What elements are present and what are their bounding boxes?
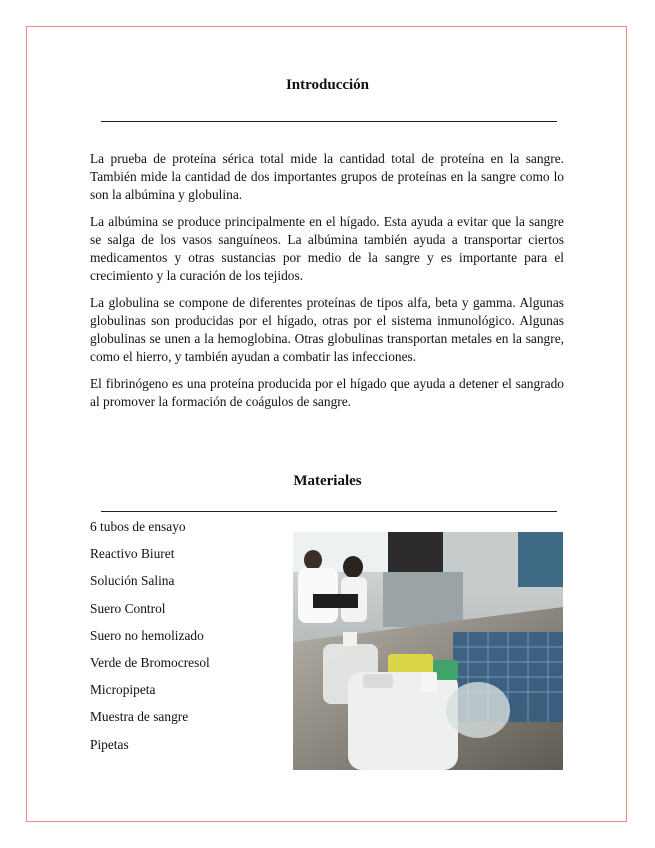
lab-photo xyxy=(293,532,563,770)
material-item: Suero no hemolizado xyxy=(90,627,204,643)
introduction-body xyxy=(90,150,564,420)
paragraph-total-protein: La prueba de proteína sérica total mide la cantidad total de proteína en la sangre. También mide la cantidad de dos importantes grupos de proteínas en la sangre como lo son la albúmina y globulina. xyxy=(90,151,564,202)
material-item: Suero Control xyxy=(90,600,166,616)
paragraph-albumin: La albúmina se produce principalmente en el hígado. Esta ayuda a evitar que la sangre se salga de los vasos sanguíneos. La albúmina también ayuda a transportar ciertos medicamentos y otras sustancias por medio de la sangre y es importante para el crecimiento y la curación de los tejidos. xyxy=(90,214,564,283)
materials-heading: Materiales xyxy=(293,473,362,489)
materials-list xyxy=(90,517,280,762)
introduction-heading: Introducción xyxy=(285,77,370,93)
material-item: 6 tubos de ensayo xyxy=(90,519,186,534)
paragraph-fibrinogen: El fibrinógeno es una proteína producida por el hígado que ayuda a detener el sangrado al promover la formación de coágulos de sangre. xyxy=(90,376,564,409)
lab-photo-illustration xyxy=(293,532,563,770)
material-item: Micropipeta xyxy=(90,682,156,698)
paragraph-globulin: La globulina se compone de diferentes proteínas de tipos alfa, beta y gamma. Algunas globulinas son producidas por el hígado, otras por el sistema inmunológico. Algunas globulinas se unen a la hemoglobina. Otras globulinas transportan metales en la sangre, como el hierro, y también ayudan a combatir las infecciones. xyxy=(90,295,564,364)
material-item: Muestra de sangre xyxy=(90,709,189,725)
material-item: Solución Salina xyxy=(90,573,175,589)
material-item: Reactivo Biuret xyxy=(90,546,175,562)
material-item: Pipetas xyxy=(90,736,129,752)
materials-divider xyxy=(101,511,557,512)
material-item: Verde de Bromocresol xyxy=(90,654,210,670)
introduction-divider xyxy=(101,121,557,122)
